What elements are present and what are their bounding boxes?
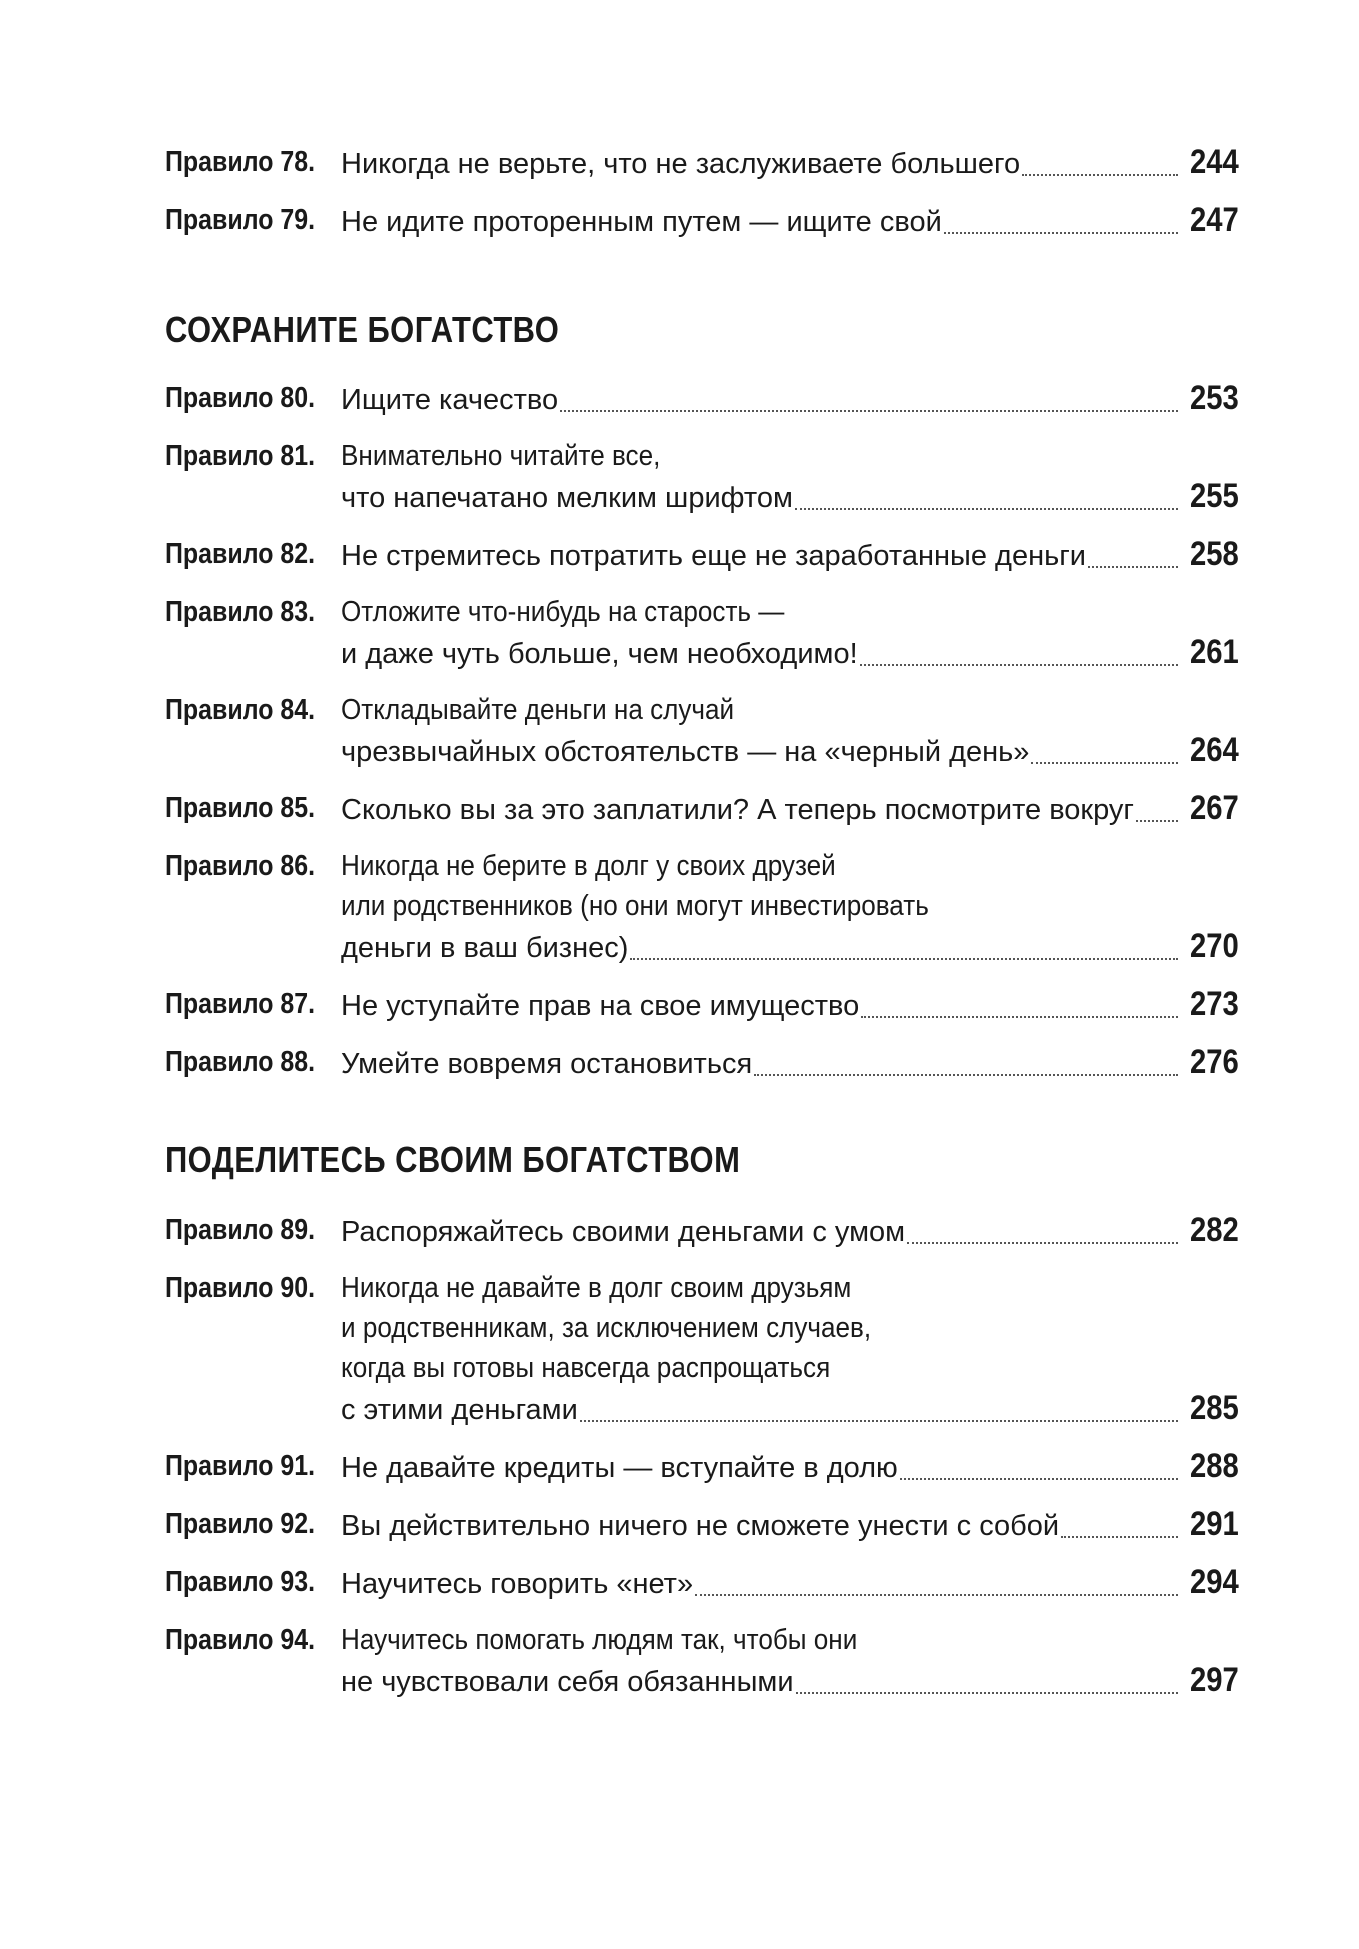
entry-title-text: Научитесь помогать людям так, чтобы они	[341, 1624, 858, 1656]
page-number: 282	[1190, 1211, 1239, 1249]
section-title-share: ПОДЕЛИТЕСЬ СВОИМ БОГАТСТВОМ	[165, 1139, 741, 1180]
entry-title-text: чрезвычайных обстоятельств — на «черный день»	[341, 736, 1030, 768]
entry-last-line	[341, 788, 1239, 830]
entry-last-line	[341, 1504, 1239, 1546]
dot-leader	[560, 410, 1178, 412]
rule-label: Правило 81.	[165, 440, 316, 472]
toc-entry[interactable]	[165, 1042, 1239, 1084]
toc-entry[interactable]	[165, 1504, 1239, 1546]
page-number: 288	[1190, 1447, 1239, 1485]
toc-entry[interactable]	[165, 690, 1239, 772]
entry-last-line	[341, 1210, 1239, 1252]
entry-title-text: Ищите качество	[341, 384, 559, 416]
entry-line	[341, 592, 1239, 632]
dot-leader	[860, 664, 1179, 666]
rule-label: Правило 80.	[165, 382, 316, 414]
rule-label: Правило 87.	[165, 988, 316, 1020]
entry-title-text: Внимательно читайте все,	[341, 440, 661, 472]
entry-title-text: Вы действительно ничего не сможете унести с собой	[341, 1510, 1060, 1542]
entry-line	[341, 436, 1239, 476]
dot-leader	[907, 1242, 1178, 1244]
entry-title-text: не чувствовали себя обязанными	[341, 1666, 794, 1698]
page-number: 270	[1190, 927, 1239, 965]
dot-leader	[944, 232, 1178, 234]
toc-entry[interactable]	[165, 436, 1239, 518]
page-number: 264	[1190, 731, 1239, 769]
dot-leader	[580, 1420, 1178, 1422]
rule-label: Правило 93.	[165, 1566, 316, 1598]
toc-entry[interactable]	[165, 200, 1239, 242]
entry-body	[341, 984, 1239, 1026]
dot-leader	[1022, 174, 1178, 176]
entry-body	[341, 1210, 1239, 1252]
toc-entry[interactable]	[165, 378, 1239, 420]
entry-title-text: что напечатано мелким шрифтом	[341, 482, 793, 514]
page-number: 294	[1190, 1563, 1239, 1601]
rule-label: Правило 85.	[165, 792, 316, 824]
toc-group-share	[165, 1210, 1239, 1718]
dot-leader	[861, 1016, 1178, 1018]
entry-last-line	[341, 984, 1239, 1026]
toc-entry[interactable]	[165, 984, 1239, 1026]
toc-entry[interactable]	[165, 1620, 1239, 1702]
entry-title-text: Умейте вовремя остановиться	[341, 1048, 753, 1080]
entry-line	[341, 1620, 1239, 1660]
entry-title-text: Никогда не давайте в долг своим друзьям	[341, 1272, 852, 1304]
rule-label: Правило 90.	[165, 1272, 316, 1304]
toc-entry[interactable]	[165, 1446, 1239, 1488]
entry-title-text: или родственников (но они могут инвестировать	[341, 890, 929, 922]
toc-section-save	[165, 308, 1239, 352]
page-number: 255	[1190, 477, 1239, 515]
entry-last-line	[341, 730, 1239, 772]
page-number: 244	[1190, 143, 1239, 181]
entry-last-line	[341, 1660, 1239, 1702]
toc-entry[interactable]	[165, 1562, 1239, 1604]
rule-label: Правило 92.	[165, 1508, 316, 1540]
entry-body	[341, 534, 1239, 576]
dot-leader	[1136, 820, 1178, 822]
toc-entry[interactable]	[165, 592, 1239, 674]
page-number: 276	[1190, 1043, 1239, 1081]
entry-body	[341, 788, 1239, 830]
entry-last-line	[341, 1446, 1239, 1488]
section-title-save: СОХРАНИТЕ БОГАТСТВО	[165, 309, 560, 350]
entry-body	[341, 378, 1239, 420]
entry-title-text: Не стремитесь потратить еще не заработанные деньги	[341, 540, 1087, 572]
toc-entry[interactable]	[165, 1210, 1239, 1252]
entry-body	[341, 1504, 1239, 1546]
dot-leader	[1088, 566, 1178, 568]
entry-title-text: Не давайте кредиты — вступайте в долю	[341, 1452, 898, 1484]
entry-title-text: и родственникам, за исключением случаев,	[341, 1312, 872, 1344]
entry-title-text: Откладывайте деньги на случай	[341, 694, 735, 726]
entry-last-line	[341, 1562, 1239, 1604]
page-number: 273	[1190, 985, 1239, 1023]
entry-last-line	[341, 200, 1239, 242]
rule-label: Правило 88.	[165, 1046, 316, 1078]
rule-label: Правило 94.	[165, 1624, 316, 1656]
entry-body	[341, 690, 1239, 772]
entry-body	[341, 1268, 1239, 1430]
entry-title-text: Сколько вы за это заплатили? А теперь посмотрите вокруг	[341, 794, 1134, 826]
page-number: 267	[1190, 789, 1239, 827]
entry-last-line	[341, 1042, 1239, 1084]
entry-last-line	[341, 378, 1239, 420]
rule-label: Правило 78.	[165, 146, 316, 178]
entry-title-text: Не уступайте прав на свое имущество	[341, 990, 860, 1022]
dot-leader	[795, 508, 1178, 510]
dot-leader	[630, 958, 1178, 960]
page-number: 261	[1190, 633, 1239, 671]
page-number: 285	[1190, 1389, 1239, 1427]
entry-title-text: деньги в ваш бизнес)	[341, 932, 629, 964]
entry-title-text: Не идите проторенным путем — ищите свой	[341, 206, 942, 238]
entry-line	[341, 690, 1239, 730]
entry-line	[341, 886, 1239, 926]
rule-label: Правило 84.	[165, 694, 316, 726]
entry-title-text: с этими деньгами	[341, 1394, 578, 1426]
page-number: 291	[1190, 1505, 1239, 1543]
entry-body	[341, 846, 1239, 968]
toc-entry[interactable]	[165, 534, 1239, 576]
page-number: 253	[1190, 379, 1239, 417]
dot-leader	[1031, 762, 1178, 764]
entry-body	[341, 1446, 1239, 1488]
entry-body	[341, 1042, 1239, 1084]
entry-title-text: когда вы готовы навсегда распрощаться	[341, 1352, 831, 1384]
rule-label: Правило 82.	[165, 538, 316, 570]
entry-body	[341, 142, 1239, 184]
dot-leader	[695, 1594, 1178, 1596]
entry-line	[341, 846, 1239, 886]
entry-title-text: Распоряжайтесь своими деньгами с умом	[341, 1216, 906, 1248]
entry-last-line	[341, 1388, 1239, 1430]
toc-entry[interactable]	[165, 788, 1239, 830]
dot-leader	[900, 1478, 1178, 1480]
dot-leader	[796, 1692, 1179, 1694]
entry-body	[341, 1620, 1239, 1702]
entry-title-text: Отложите что-нибудь на старость —	[341, 596, 785, 628]
entry-line	[341, 1348, 1239, 1388]
dot-leader	[1061, 1536, 1178, 1538]
entry-line	[341, 1308, 1239, 1348]
entry-last-line	[341, 926, 1239, 968]
entry-line	[341, 1268, 1239, 1308]
entry-body	[341, 436, 1239, 518]
entry-last-line	[341, 476, 1239, 518]
toc-section-share	[165, 1138, 1239, 1182]
entry-title-text: и даже чуть больше, чем необходимо!	[341, 638, 858, 670]
entry-body	[341, 200, 1239, 242]
entry-title-text: Никогда не верьте, что не заслуживаете большего	[341, 148, 1021, 180]
toc-entry[interactable]	[165, 846, 1239, 968]
dot-leader	[754, 1074, 1178, 1076]
entry-body	[341, 1562, 1239, 1604]
page-number: 297	[1190, 1661, 1239, 1699]
rule-label: Правило 79.	[165, 204, 316, 236]
rule-label: Правило 83.	[165, 596, 316, 628]
entry-title-text: Научитесь говорить «нет»	[341, 1568, 694, 1600]
entry-last-line	[341, 534, 1239, 576]
entry-last-line	[341, 142, 1239, 184]
page-number: 247	[1190, 201, 1239, 239]
page-number: 258	[1190, 535, 1239, 573]
entry-last-line	[341, 632, 1239, 674]
entry-title-text: Никогда не берите в долг у своих друзей	[341, 850, 836, 882]
rule-label: Правило 89.	[165, 1214, 316, 1246]
toc-entry[interactable]	[165, 142, 1239, 184]
entry-body	[341, 592, 1239, 674]
rule-label: Правило 91.	[165, 1450, 316, 1482]
toc-group-top	[165, 142, 1239, 258]
rule-label: Правило 86.	[165, 850, 316, 882]
toc-entry[interactable]	[165, 1268, 1239, 1430]
toc-group-save	[165, 378, 1239, 1100]
